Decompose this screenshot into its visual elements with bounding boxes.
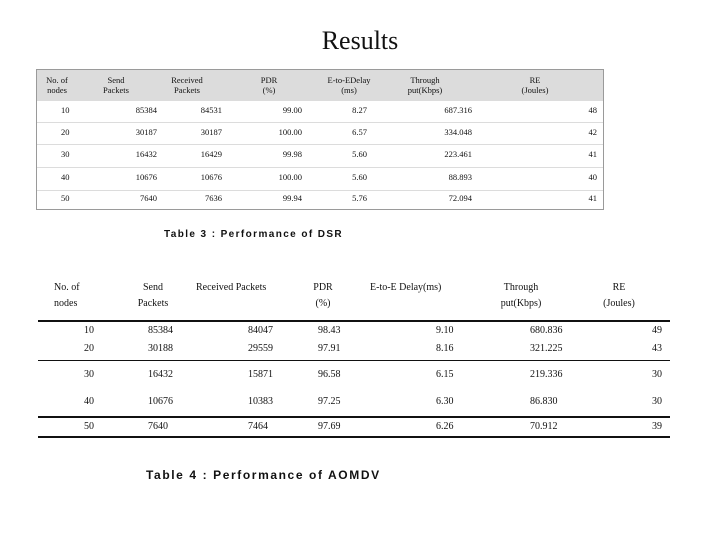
table-row: 40 10676 10383 97.25 6.30 86.830 30 xyxy=(84,396,662,407)
table-row: 20 30187 30187 100.00 6.57 334.048 42 xyxy=(37,123,603,144)
header-nodes: No. of nodes xyxy=(46,75,68,95)
header-received-packets: Received Packets xyxy=(171,75,203,95)
slide-title: Results xyxy=(321,26,399,55)
header-pdr: PDR (%) xyxy=(260,75,278,95)
header-nodes: No. of nodes xyxy=(54,282,80,309)
table-aomdv-performance xyxy=(36,270,672,438)
table-dsr-performance xyxy=(36,69,604,210)
table-4-caption: Table 4 : Performance of AOMDV xyxy=(146,468,381,482)
table-3-caption: Table 3 : Performance of DSR xyxy=(164,229,344,240)
header-delay: E-to-E Delay(ms) xyxy=(370,282,442,293)
table-row: 30 16432 15871 96.58 6.15 219.336 30 xyxy=(84,369,662,380)
header-delay: E-to-EDelay (ms) xyxy=(327,75,371,95)
table-row: 50 7640 7464 97.69 6.26 70.912 39 xyxy=(84,421,662,432)
table-row: 30 16432 16429 99.98 5.60 223.461 41 xyxy=(37,145,603,167)
header-throughput: Through put(Kbps) xyxy=(500,282,542,309)
table-row: 40 10676 10676 100.00 5.60 88.893 40 xyxy=(37,168,603,190)
table-row: 10 85384 84531 99.00 8.27 687.316 48 xyxy=(37,101,603,122)
header-re: RE (Joules) xyxy=(603,282,635,309)
table-divider xyxy=(38,436,670,438)
header-send-packets: Send Packets xyxy=(137,282,169,309)
header-pdr: PDR (%) xyxy=(313,282,333,309)
table-divider xyxy=(38,360,670,361)
table-row: 50 7640 7636 99.94 5.76 72.094 41 xyxy=(37,191,603,209)
header-received-packets: Received Packets xyxy=(196,282,267,293)
header-re: RE (Joules) xyxy=(521,75,549,95)
table-row: 10 85384 84047 98.43 9.10 680.836 49 xyxy=(84,325,662,336)
table-header xyxy=(37,70,603,100)
header-throughput: Through put(Kbps) xyxy=(407,75,443,95)
header-send-packets: Send Packets xyxy=(103,75,129,95)
table-row: 20 30188 29559 97.91 8.16 321.225 43 xyxy=(84,343,662,354)
